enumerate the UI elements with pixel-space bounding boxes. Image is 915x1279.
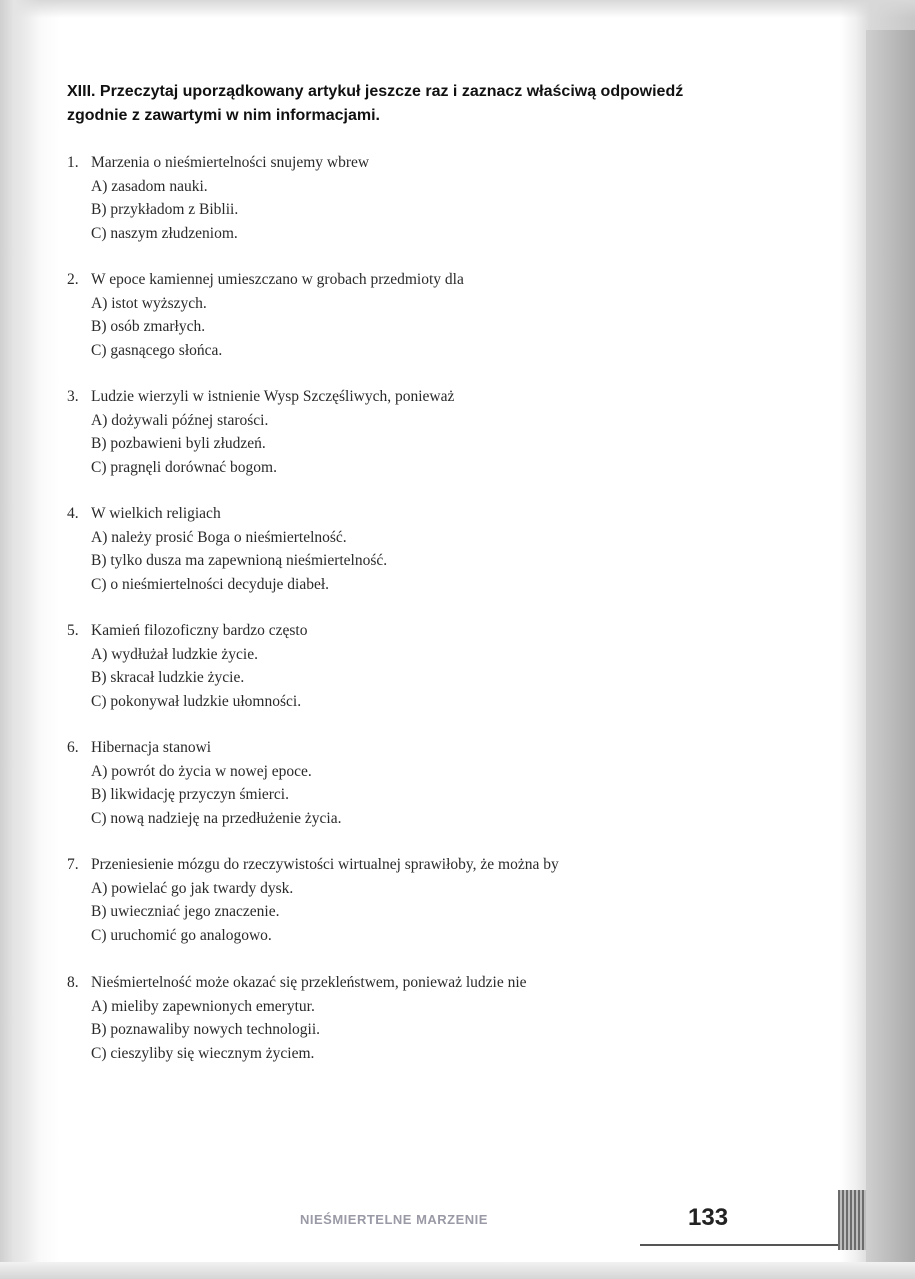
option-a[interactable]: A) powielać go jak twardy dysk.	[91, 879, 294, 897]
heading-line-1: XIII. Przeczytaj uporządkowany artykuł jeszcze raz i zaznacz właściwą odpowiedź	[67, 83, 684, 100]
option-a[interactable]: A) powrót do życia w nowej epoce.	[91, 762, 312, 780]
option-b[interactable]: B) poznawaliby nowych technologii.	[91, 1021, 321, 1038]
question-3	[67, 385, 827, 479]
question-stem	[67, 736, 827, 760]
footer-rule	[640, 1244, 866, 1246]
top-shadow	[0, 0, 915, 18]
question-text: Kamień filozoficzny bardzo często	[91, 622, 308, 639]
option-a[interactable]: A) należy prosić Boga o nieśmiertelność.	[91, 528, 347, 546]
question-number: 7.	[67, 856, 79, 873]
question-6	[67, 736, 827, 830]
question-8	[67, 971, 827, 1065]
bottom-edge	[0, 1262, 915, 1279]
question-number: 6.	[67, 739, 79, 756]
question-text: W epoce kamiennej umieszczano w grobach przedmioty dla	[91, 271, 464, 288]
option-b[interactable]: B) osób zmarłych.	[91, 318, 206, 335]
question-1	[67, 151, 827, 245]
option-b[interactable]: B) uwieczniać jego znaczenie.	[91, 903, 280, 920]
page-number: 133	[688, 1204, 729, 1231]
page-edge-bar	[866, 30, 915, 1279]
question-stem	[67, 853, 827, 877]
option-b[interactable]: B) pozbawieni byli złudzeń.	[91, 435, 266, 452]
exercise-heading	[67, 80, 757, 128]
option-b[interactable]: B) skracał ludzkie życie.	[91, 669, 245, 686]
question-stem	[67, 619, 827, 643]
option-c[interactable]: C) gasnącego słońca.	[91, 341, 223, 359]
question-number: 8.	[67, 974, 79, 991]
option-c[interactable]: C) uruchomić go analogowo.	[91, 926, 272, 944]
question-text: Marzenia o nieśmiertelności snujemy wbrew	[91, 154, 370, 171]
question-7	[67, 853, 827, 947]
heading-line-2: zgodnie z zawartymi w nim informacjami.	[67, 107, 380, 124]
option-b[interactable]: B) likwidację przyczyn śmierci.	[91, 786, 289, 803]
option-a[interactable]: A) zasadom nauki.	[91, 177, 208, 195]
option-a[interactable]: A) wydłużał ludzkie życie.	[91, 645, 258, 663]
question-4	[67, 502, 827, 596]
option-c[interactable]: C) nową nadzieję na przedłużenie życia.	[91, 809, 342, 827]
footer-stripes	[838, 1190, 866, 1250]
question-5	[67, 619, 827, 713]
question-text: Ludzie wierzyli w istnienie Wysp Szczęśliwych, ponieważ	[91, 388, 455, 405]
question-stem	[67, 385, 827, 409]
option-a[interactable]: A) mieliby zapewnionych emerytur.	[91, 997, 315, 1015]
question-text: Przeniesienie mózgu do rzeczywistości wirtualnej sprawiłoby, że można by	[91, 856, 559, 873]
question-2	[67, 268, 827, 362]
option-a[interactable]: A) istot wyższych.	[91, 294, 207, 312]
question-number: 1.	[67, 154, 79, 171]
question-text: Nieśmiertelność może okazać się przekleństwem, ponieważ ludzie nie	[91, 974, 527, 991]
question-stem	[67, 971, 827, 995]
question-number: 4.	[67, 505, 79, 522]
option-c[interactable]: C) naszym złudzeniom.	[91, 224, 238, 242]
footer-chapter-title: NIEŚMIERTELNE MARZENIE	[300, 1212, 488, 1227]
option-c[interactable]: C) pragnęli dorównać bogom.	[91, 458, 277, 476]
question-stem	[67, 502, 827, 526]
option-b[interactable]: B) tylko dusza ma zapewnioną nieśmiertelność.	[91, 552, 388, 569]
question-text: W wielkich religiach	[91, 505, 221, 522]
option-c[interactable]: C) o nieśmiertelności decyduje diabeł.	[91, 575, 330, 593]
question-stem	[67, 151, 827, 175]
question-stem	[67, 268, 827, 292]
question-number: 3.	[67, 388, 79, 405]
question-number: 2.	[67, 271, 79, 288]
question-number: 5.	[67, 622, 79, 639]
option-a[interactable]: A) dożywali późnej starości.	[91, 411, 269, 429]
binding-shadow	[0, 0, 40, 1279]
option-c[interactable]: C) pokonywał ludzkie ułomności.	[91, 692, 302, 710]
question-text: Hibernacja stanowi	[91, 739, 212, 756]
option-c[interactable]: C) cieszyliby się wiecznym życiem.	[91, 1044, 315, 1062]
option-b[interactable]: B) przykładom z Biblii.	[91, 201, 239, 218]
